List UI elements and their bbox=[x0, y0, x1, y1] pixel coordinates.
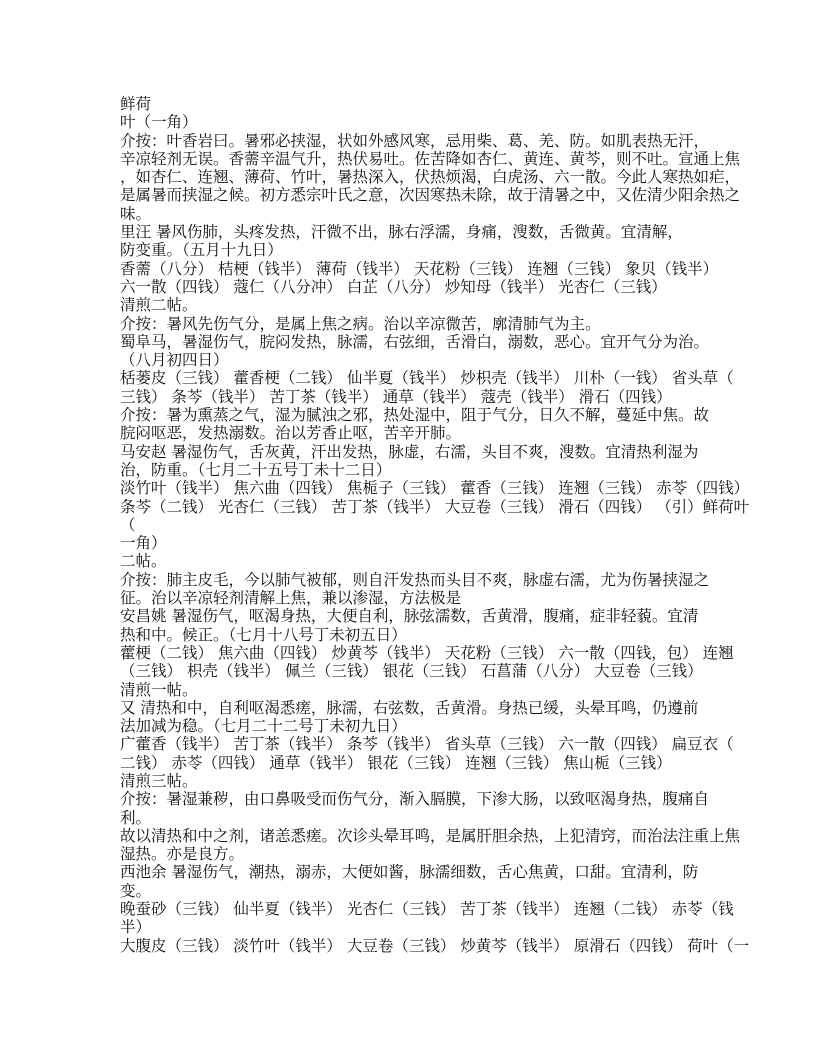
document-body bbox=[120, 95, 750, 955]
text-line: 是属暑而挟湿之候。初方悉宗叶氏之意，次因寒热未除，故于清暑之中，又佐清少阳余热之 bbox=[120, 186, 741, 205]
text-line: 治，防重。（七月二十五号丁未十二日） bbox=[120, 460, 392, 479]
text-line: （八月初四日） bbox=[120, 351, 229, 370]
text-line: 征。治以辛凉轻剂清解上焦，兼以渗湿，方法极是 bbox=[120, 589, 462, 608]
text-line: 介按：暑湿兼秽，由口鼻吸受而伤气分，渐入膈膜，下渗大肠，以致呕渴身热，腹痛自 bbox=[120, 790, 710, 809]
text-line: 广藿香（钱半） 苦丁茶（钱半） 条芩（钱半） 省头草（三钱） 六一散（四钱） 扁豆衣（ bbox=[120, 735, 734, 754]
text-line: 变。 bbox=[120, 881, 152, 900]
text-line: 二钱） 赤苓（四钱） 通草（钱半） 银花（三钱） 连翘（三钱） 焦山栀（三钱） bbox=[120, 753, 672, 772]
text-line: 味。 bbox=[120, 204, 152, 223]
text-line: 清煎二帖。 bbox=[120, 296, 198, 315]
text-line: ，如杏仁、连翘、薄荷、竹叶，暑热深入，伏热烦渴，白虎汤、六一散。今此人寒热如疟， bbox=[120, 168, 741, 187]
text-line: 半） bbox=[120, 918, 152, 937]
text-line: 清煎一帖。 bbox=[120, 680, 198, 699]
text-line: 介按：暑为熏蒸之气，湿为腻浊之邪，热处湿中，阻于气分，日久不解，蔓延中焦。故 bbox=[120, 406, 710, 425]
text-line: 西池余 暑湿伤气，潮热，溺赤，大便如酱，脉濡细数，舌心焦黄，口甜。宜清利，防 bbox=[120, 863, 699, 882]
text-line: 六一散（四钱） 蔻仁（八分冲） 白芷（八分） 炒知母（钱半） 光杏仁（三钱） bbox=[120, 277, 667, 296]
text-line: 介按：暑风先伤气分，是属上焦之病。治以辛凉微苦，廓清肺气为主。 bbox=[120, 314, 601, 333]
text-line: 又 清热和中，自利呕渴悉瘥，脉濡，右弦数，舌黄滑。身热已缓，头晕耳鸣，仍遵前 bbox=[120, 698, 699, 717]
text-line: 利。 bbox=[120, 808, 152, 827]
text-line: 三钱） 条芩（钱半） 苦丁茶（钱半） 通草（钱半） 蔻壳（钱半） 滑石（四钱） bbox=[120, 387, 672, 406]
text-line: 淡竹叶（钱半） 焦六曲（四钱） 焦栀子（三钱） 藿香（三钱） 连翘（三钱） 赤苓（四钱） bbox=[120, 479, 750, 498]
text-line: 叶（一角） bbox=[120, 113, 198, 132]
text-line: 清煎三帖。 bbox=[120, 771, 198, 790]
text-line: 条芩（二钱） 光杏仁（三钱） 苦丁茶（钱半） 大豆卷（三钱） 滑石（四钱） （引）鲜荷叶 bbox=[120, 497, 750, 516]
text-line: 鲜荷 bbox=[120, 95, 152, 113]
text-line: 介按：叶香岩曰。暑邪必挟湿，状如外感风寒，忌用柴、葛、羌、防。如肌表热无汗， bbox=[120, 131, 710, 150]
text-line: 香薷（八分） 桔梗（钱半） 薄荷（钱半） 天花粉（三钱） 连翘（三钱） 象贝（钱半） bbox=[120, 259, 719, 278]
text-line: 安昌姚 暑湿伤气，呕渴身热，大便自利，脉弦濡数，舌黄滑，腹痛，症非轻藐。宜清 bbox=[120, 607, 699, 626]
text-line: （三钱） 枳壳（钱半） 佩兰（三钱） 银花（三钱） 石菖蒲（八分） 大豆卷（三钱） bbox=[120, 662, 703, 681]
text-line: 藿梗（二钱） 焦六曲（四钱） 炒黄芩（钱半） 天花粉（三钱） 六一散（四钱，包） 连翘 bbox=[120, 643, 734, 662]
text-line: 脘闷呕恶，发热溺数。治以芳香止呕，苦辛开肺。 bbox=[120, 424, 462, 443]
text-line: 马安赵 暑湿伤气，舌灰黄，汗出发热，脉虚，右濡，头目不爽，溲数。宜清热利湿为 bbox=[120, 442, 699, 461]
text-line: 一角） bbox=[120, 534, 167, 553]
text-line: 故以清热和中之剂，诸恙悉瘥。次诊头晕耳鸣，是属肝胆余热，上犯清窍，而治法注重上焦 bbox=[120, 826, 741, 845]
text-line: 湿热。亦是良方。 bbox=[120, 845, 245, 864]
text-line: 大腹皮（三钱） 淡竹叶（钱半） 大豆卷（三钱） 炒黄芩（钱半） 原滑石（四钱） 荷叶（一 bbox=[120, 936, 750, 955]
text-line: 介按：肺主皮毛，今以肺气被郁，则自汗发热而头目不爽，脉虚右濡，尤为伤暑挟湿之 bbox=[120, 570, 710, 589]
text-line: 防变重。（五月十九日） bbox=[120, 241, 283, 260]
text-line: 辛凉轻剂无误。香薷辛温气升，热伏易吐。佐苦降如杏仁、黄连、黄芩，则不吐。宣通上焦 bbox=[120, 149, 741, 168]
text-line: （ bbox=[120, 515, 136, 534]
text-line: 热和中。候正。（七月十八号丁未初五日） bbox=[120, 625, 407, 644]
text-line: 蜀阜马，暑湿伤气，脘闷发热，脉濡，右弦细，舌滑白，溺数，恶心。宜开气分为治。 bbox=[120, 332, 710, 351]
text-line: 里汪 暑风伤肺，头疼发热，汗微不出，脉右浮濡，身痛，溲数，舌微黄。宜清解， bbox=[120, 223, 683, 242]
text-line: 法加减为稳。（七月二十二号丁未初九日） bbox=[120, 717, 407, 736]
text-line: 二帖。 bbox=[120, 552, 167, 571]
text-line: 晚蚕砂（三钱） 仙半夏（钱半） 光杏仁（三钱） 苦丁茶（钱半） 连翘（二钱） 赤苓（钱 bbox=[120, 900, 734, 919]
text-line: 栝蒌皮（三钱） 藿香梗（二钱） 仙半夏（钱半） 炒枳壳（钱半） 川朴（一钱） 省头草（ bbox=[120, 369, 734, 388]
